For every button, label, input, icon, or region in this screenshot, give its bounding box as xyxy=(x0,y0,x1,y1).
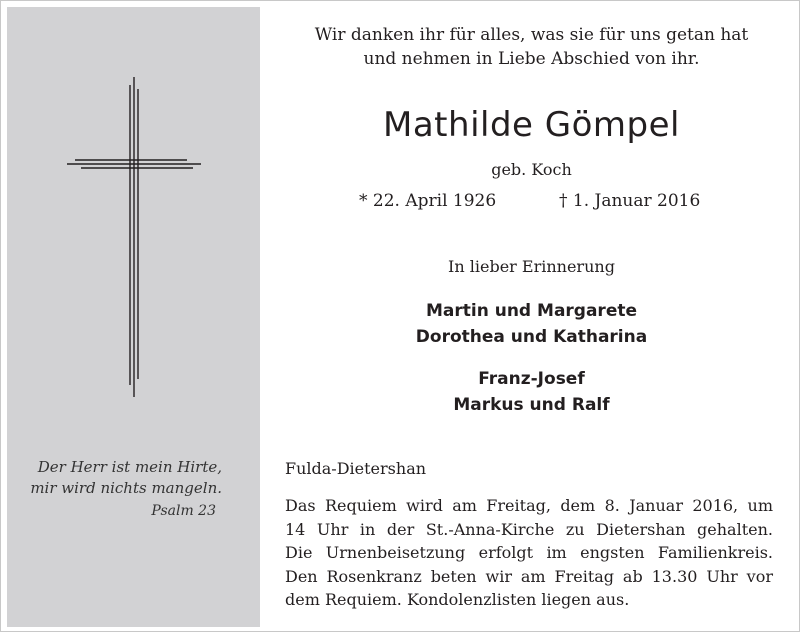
intro-line-2: und nehmen in Liebe Abschied von ihr. xyxy=(363,49,700,69)
intro-text xyxy=(279,23,784,71)
death-date: † 1. Januar 2016 xyxy=(559,191,701,211)
cross-icon xyxy=(67,77,201,397)
notice-line: dem Requiem. Kondolenzlisten liegen aus. xyxy=(285,590,630,609)
psalm-quote xyxy=(2,457,222,522)
deceased-name: Mathilde Gömpel xyxy=(383,105,680,145)
right-panel xyxy=(279,1,784,633)
family-line: Markus und Ralf xyxy=(453,395,610,415)
psalm-reference: Psalm 23 xyxy=(151,503,216,519)
notice-line: 14 Uhr in der St.-Anna-Kirche zu Dietershan gehalten. xyxy=(285,519,773,539)
family-group-1 xyxy=(279,298,784,350)
service-notice xyxy=(285,494,773,612)
intro-line-1: Wir danken ihr für alles, was sie für uns getan hat xyxy=(314,25,749,45)
birth-name: geb. Koch xyxy=(491,160,572,179)
notice-line: Die Urnenbeisetzung erfolgt im engsten Familienkreis. xyxy=(285,543,773,562)
birth-date: * 22. April 1926 xyxy=(359,191,497,211)
place-name: Fulda-Dietershan xyxy=(285,459,427,478)
family-line: Dorothea und Katharina xyxy=(415,327,648,347)
memory-label: In lieber Erinnerung xyxy=(448,257,615,276)
family-line: Martin und Margarete xyxy=(425,301,638,321)
psalm-line-1: Der Herr ist mein Hirte, xyxy=(37,458,222,476)
family-group-2 xyxy=(279,366,784,418)
notice-line: Den Rosenkranz beten wir am Freitag ab 13.30 Uhr vor xyxy=(285,566,773,586)
family-line: Franz-Josef xyxy=(478,369,585,389)
notice-line: Das Requiem wird am Freitag, dem 8. Januar 2016, um xyxy=(285,496,773,515)
psalm-line-2: mir wird nichts mangeln. xyxy=(30,479,222,497)
left-panel xyxy=(7,7,260,627)
